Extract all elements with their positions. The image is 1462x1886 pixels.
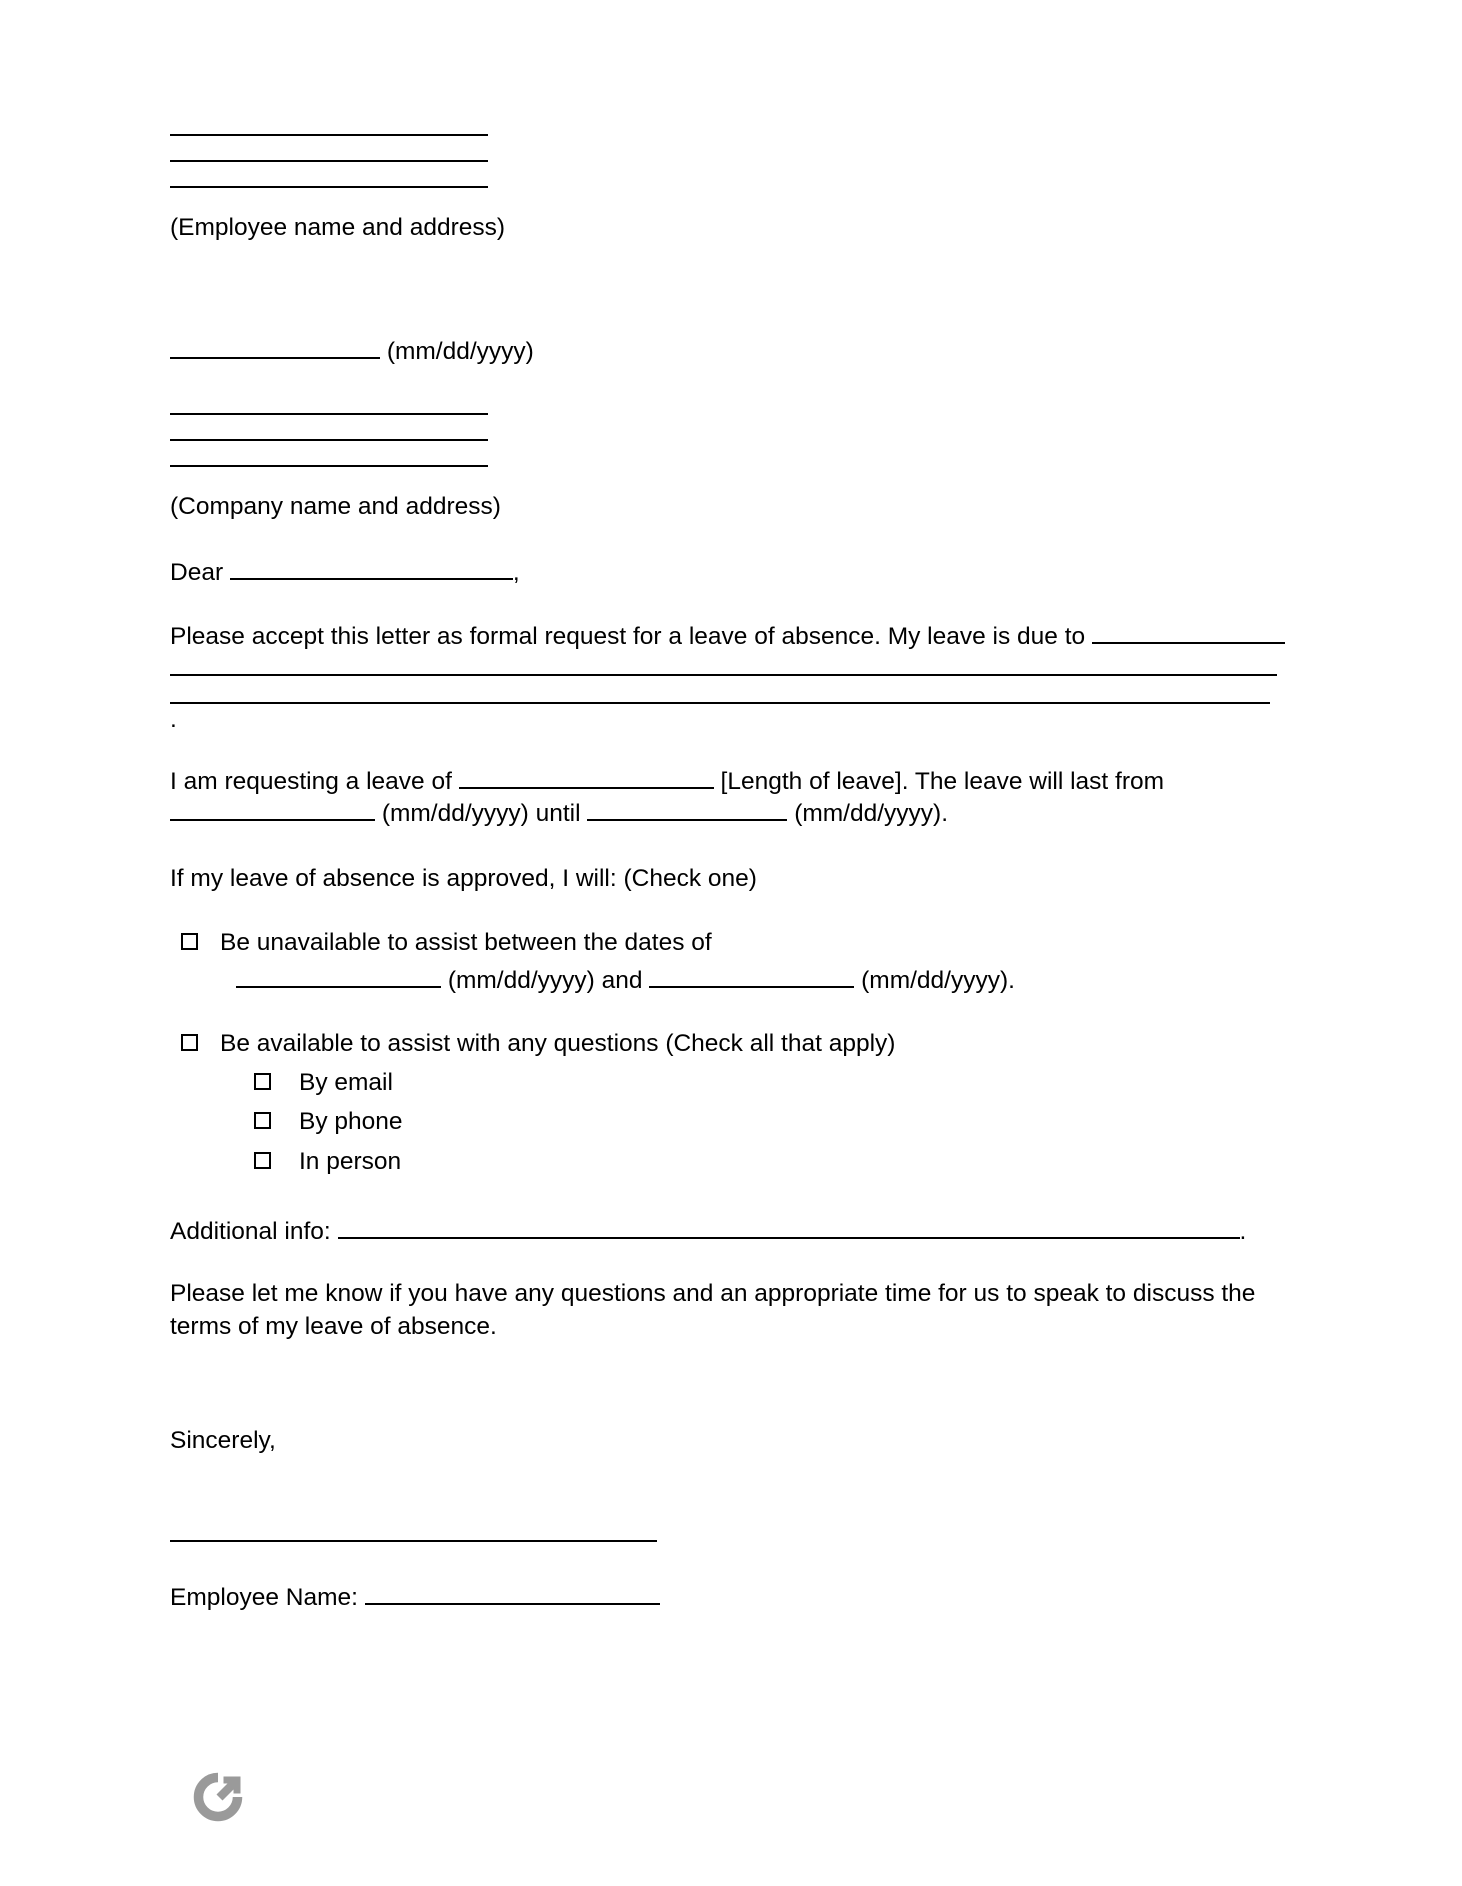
spacer-after-date [170,369,1292,413]
option-available-label: Be available to assist with any questions (Check all that apply) [220,1029,896,1057]
spacer-after-salutation [170,589,1292,621]
top-spacer-3 [170,92,1292,134]
spacer-after-options [170,1178,1292,1216]
leave-reason-rule-3[interactable] [170,702,1270,704]
leave-start-date-format: (mm/dd/yyyy) [381,800,529,828]
company-address-caption: (Company name and address) [170,492,501,520]
signature-rule[interactable] [170,1540,657,1542]
option-method-phone[interactable] [170,1106,1292,1138]
closing-paragraph-line-1: Please let me know if you have any questions and an appropriate time for us to speak to discuss the [170,1280,1256,1308]
employee-address-caption: (Employee name and address) [170,214,506,241]
request-paragraph [170,621,1292,736]
check-one-prompt: If my leave of absence is approved, I will: (Check one) [170,864,757,892]
leave-end-date-rule[interactable] [587,819,787,821]
option-available[interactable] [170,1028,1292,1060]
option-method-email-label: By email [299,1068,393,1096]
company-address-line-3[interactable] [170,465,488,467]
spacer-after-company-address [170,523,1292,557]
checkbox-in-person-icon[interactable] [254,1152,271,1169]
additional-info-line [170,1216,1292,1248]
length-of-leave-rule[interactable] [459,787,714,789]
option-method-in-person-label: In person [299,1147,402,1175]
spacer-before-signoff [170,1343,1292,1425]
unavailable-date2-format: (mm/dd/yyyy). [861,967,1015,995]
leave-start-date-rule[interactable] [170,819,375,821]
date-input-rule[interactable] [170,357,380,359]
length-of-leave-paragraph [170,766,1292,831]
option-unavailable[interactable] [170,927,1292,959]
option-method-phone-label: By phone [299,1108,403,1136]
unavailable-start-date-rule[interactable] [236,986,441,988]
additional-info-label: Additional info: [170,1217,331,1245]
top-spacer-2 [170,56,1292,92]
length-prefix-text: I am requesting a leave of [170,767,452,795]
unavailable-date1-format: (mm/dd/yyyy) and [447,967,643,995]
employee-address-line-1[interactable] [170,134,488,136]
date-format-label: (mm/dd/yyyy) [386,338,534,366]
spacer-before-signature [170,1457,1292,1519]
checkbox-available-icon[interactable] [181,1034,198,1051]
company-address-line-2[interactable] [170,439,488,441]
employee-address-line-3[interactable] [170,186,488,188]
employee-name-rule[interactable] [365,1603,660,1605]
employee-address-block [170,134,1292,244]
top-spacer [170,0,1292,56]
spacer-after-additional-info [170,1248,1292,1278]
option-unavailable-label: Be unavailable to assist between the dates of [220,928,712,956]
unavailable-end-date-rule[interactable] [649,986,854,988]
employee-address-line-2[interactable] [170,160,488,162]
additional-info-period: . [1239,1217,1247,1245]
additional-info-rule[interactable] [338,1237,1240,1239]
leave-end-date-format: (mm/dd/yyyy). [794,800,949,828]
signature-line [170,1519,1292,1551]
salutation-label: Dear [170,558,224,586]
checkbox-unavailable-icon[interactable] [181,933,198,950]
option-method-email[interactable] [170,1067,1292,1099]
salutation-comma: , [512,558,520,586]
external-link-circular-arrow-icon [192,1771,244,1825]
employee-name-line [170,1582,1292,1614]
company-address-line-1[interactable] [170,413,488,415]
spacer-after-employee-address [170,244,1292,336]
spacer-between-options [170,998,1292,1028]
checkbox-by-email-icon[interactable] [254,1073,271,1090]
sign-off: Sincerely, [170,1426,276,1454]
leave-reason-rule-1[interactable] [1092,642,1285,644]
salutation-line [170,557,1292,589]
unavailable-dates-line [170,965,1292,997]
request-period: . [170,705,177,733]
letter-body [170,0,1292,1614]
spacer-after-request [170,736,1292,766]
closing-paragraph [170,1278,1292,1343]
option-method-in-person[interactable] [170,1146,1292,1178]
company-address-block [170,413,1292,523]
spacer-after-prompt [170,895,1292,927]
spacer-after-length [170,831,1292,863]
spacer-before-employee-name [170,1552,1292,1582]
length-bracket-text: [Length of leave]. The leave will last from [720,767,1165,795]
employee-name-label: Employee Name: [170,1583,358,1611]
until-label: until [535,800,581,828]
request-intro-text: Please accept this letter as formal request for a leave of absence. My leave is due to [170,623,1086,651]
checkbox-by-phone-icon[interactable] [254,1112,271,1129]
salutation-input-rule[interactable] [230,578,513,580]
closing-paragraph-line-2: terms of my leave of absence. [170,1312,497,1340]
leave-reason-rule-2[interactable] [170,674,1277,676]
date-line [170,336,1292,368]
